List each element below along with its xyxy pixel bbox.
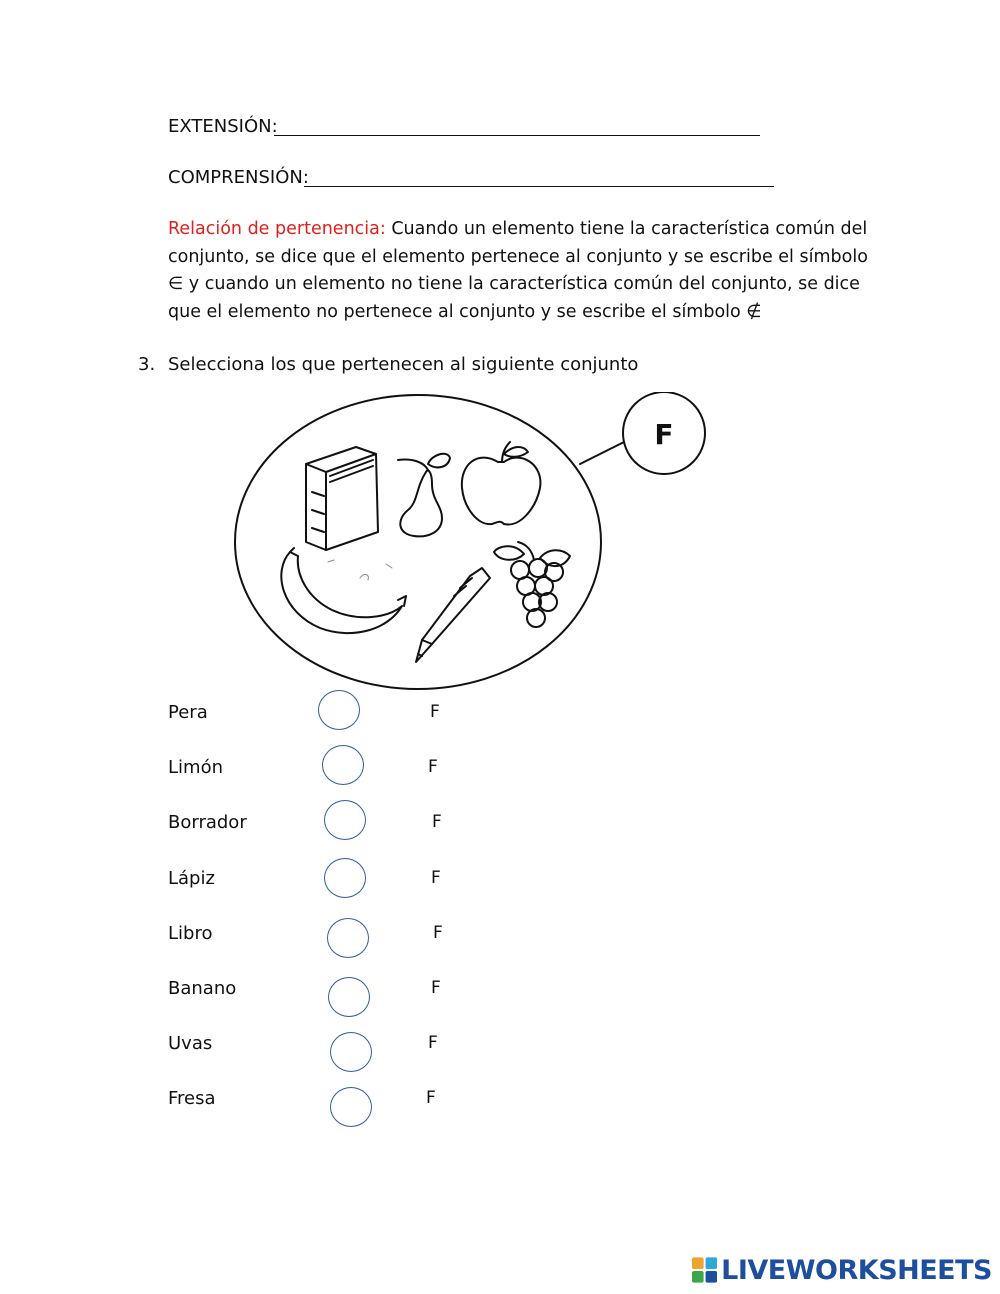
- option-set-letter: F: [431, 978, 441, 998]
- book-icon: [306, 447, 378, 550]
- relation-paragraph: [168, 216, 868, 326]
- option-set-letter: F: [426, 1088, 436, 1108]
- option-set-letter: F: [433, 923, 443, 943]
- extension-label: EXTENSIÓN:: [168, 116, 278, 137]
- set-illustration: [228, 392, 718, 696]
- comprehension-answer-line[interactable]: [304, 186, 774, 187]
- banana-icon: [281, 548, 406, 633]
- option-set-letter: F: [428, 757, 438, 777]
- option-set-letter: F: [431, 868, 441, 888]
- comprehension-label: COMPRENSIÓN:: [168, 167, 309, 188]
- liveworksheets-wordmark: LIVEWORKSHEETS: [721, 1254, 992, 1286]
- pear-icon: [398, 454, 450, 537]
- option-circle-libro[interactable]: [327, 918, 369, 958]
- option-set-letter: F: [428, 1033, 438, 1053]
- extension-answer-line[interactable]: [274, 135, 760, 136]
- option-label-borrador: Borrador: [168, 812, 247, 833]
- option-circle-borrador[interactable]: [324, 800, 366, 840]
- option-set-letter: F: [432, 812, 442, 832]
- option-label-fresa: Fresa: [168, 1088, 216, 1109]
- relation-title: Relación de pertenencia:: [168, 219, 386, 239]
- option-circle-fresa[interactable]: [330, 1087, 372, 1127]
- pencil-icon: [416, 568, 490, 662]
- set-label-letter: F: [654, 418, 674, 451]
- set-connector-line: [580, 442, 624, 464]
- option-label-limon: Limón: [168, 757, 223, 778]
- liveworksheets-icon: [692, 1257, 717, 1283]
- option-circle-lapiz[interactable]: [324, 858, 366, 898]
- liveworksheets-logo: [692, 1252, 992, 1288]
- question-text: Selecciona los que pertenecen al siguiente conjunto: [168, 354, 639, 375]
- set-ellipse: [235, 395, 601, 689]
- option-label-pera: Pera: [168, 702, 208, 723]
- option-label-libro: Libro: [168, 923, 213, 944]
- option-label-lapiz: Lápiz: [168, 868, 215, 889]
- option-circle-limon[interactable]: [322, 745, 364, 785]
- relation-text: Cuando un elemento tiene la característica común del conjunto, se dice que el elemento pertenece al conjunto y se escribe el símbolo ∈ y cuando un elemento no tiene la característica común del conjunto, se dice que el elemento no pertenece al conjunto y se escribe el símbolo ∉: [168, 219, 868, 322]
- apple-icon: [462, 442, 541, 525]
- grapes-icon: [494, 542, 570, 627]
- option-set-letter: F: [430, 702, 440, 722]
- option-label-banano: Banano: [168, 978, 237, 999]
- option-circle-banano[interactable]: [328, 977, 370, 1017]
- option-label-uvas: Uvas: [168, 1033, 213, 1054]
- question-number: 3.: [138, 354, 156, 375]
- option-circle-pera[interactable]: [318, 690, 360, 730]
- option-circle-uvas[interactable]: [330, 1032, 372, 1072]
